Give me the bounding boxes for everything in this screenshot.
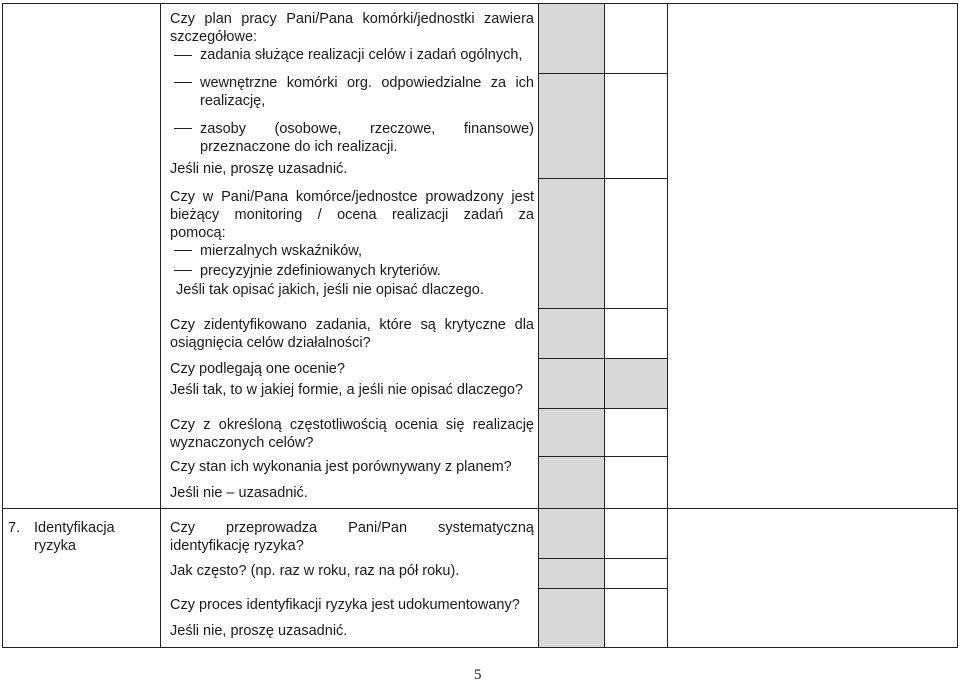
- question-text: Czy podlegają one ocenie?: [170, 361, 345, 377]
- dash-bullet: [174, 128, 192, 129]
- row-divider: [538, 358, 668, 359]
- question-text: szczegółowe:: [170, 29, 258, 45]
- shaded-cell: [539, 588, 604, 648]
- list-item: precyzyjnie zdefiniowanych kryteriów.: [200, 263, 441, 279]
- section-label: ryzyka: [34, 538, 76, 554]
- question-note: Jeśli nie, proszę uzasadnić.: [170, 623, 348, 639]
- question-text: pomocą:: [170, 225, 226, 241]
- row-divider: [538, 73, 668, 74]
- table-border: [538, 3, 539, 648]
- section-label: Identyfikacja: [34, 520, 115, 536]
- question-note: Jeśli nie, proszę uzasadnić.: [170, 161, 348, 177]
- table-border: [604, 3, 605, 648]
- row-divider: [538, 456, 668, 457]
- dash-bullet: [174, 250, 192, 251]
- shaded-cell: [539, 456, 604, 508]
- question-text: Czy proces identyfikacji ryzyka jest udokumentowany?: [170, 597, 520, 613]
- question-text: wyznaczonych celów?: [170, 435, 314, 451]
- shaded-cell: [539, 358, 667, 408]
- shaded-cell: [539, 508, 604, 558]
- question-text: Czy w Pani/Pana komórce/jednostce prowadzony jest: [170, 189, 534, 205]
- section-number: 7.: [8, 520, 21, 536]
- list-item: zadania służące realizacji celów i zadań ogólnych,: [200, 47, 523, 63]
- dash-bullet: [174, 270, 192, 271]
- question-text: Jak często? (np. raz w roku, raz na pół roku).: [170, 563, 460, 579]
- table-border: [160, 3, 161, 648]
- row-divider: [538, 308, 668, 309]
- list-item: mierzalnych wskaźników,: [200, 243, 362, 259]
- question-text: Czy zidentyfikowano zadania, które są krytyczne dla: [170, 317, 534, 333]
- section-divider: [2, 508, 958, 509]
- question-text: identyfikację ryzyka?: [170, 538, 304, 554]
- row-divider: [538, 408, 668, 409]
- question-text: Czy stan ich wykonania jest porównywany z planem?: [170, 459, 512, 475]
- page-number: 5: [474, 667, 482, 683]
- list-item: zasoby (osobowe, rzeczowe, finansowe): [200, 121, 534, 137]
- question-text: Jeśli tak, to w jakiej formie, a jeśli nie opisać dlaczego?: [170, 382, 523, 398]
- shaded-cell: [539, 308, 604, 358]
- row-divider: [538, 588, 668, 589]
- question-text: Czy z określoną częstotliwością ocenia się realizację: [170, 417, 534, 433]
- list-item: realizację,: [200, 93, 266, 109]
- row-divider: [538, 178, 668, 179]
- question-text: Czy przeprowadza Pani/Pan systematyczną: [170, 520, 534, 536]
- dash-bullet: [174, 82, 192, 83]
- question-text: bieżący monitoring / ocena realizacji zadań za: [170, 207, 534, 223]
- question-text: osiągnięcia celów działalności?: [170, 335, 371, 351]
- row-divider: [538, 558, 668, 559]
- question-text: Czy plan pracy Pani/Pana komórki/jednostki zawiera: [170, 11, 534, 27]
- question-note: Jeśli nie – uzasadnić.: [170, 485, 308, 501]
- shaded-cell: [539, 178, 604, 308]
- question-note: Jeśli tak opisać jakich, jeśli nie opisać dlaczego.: [176, 282, 484, 298]
- table-border: [2, 3, 3, 648]
- table-border: [2, 647, 958, 648]
- shaded-cell: [539, 73, 604, 178]
- list-item: przeznaczone do ich realizacji.: [200, 139, 398, 155]
- dash-bullet: [174, 55, 192, 56]
- shaded-cell: [539, 3, 604, 73]
- table-border: [957, 3, 958, 648]
- list-item: wewnętrzne komórki org. odpowiedzialne za ich: [200, 75, 534, 91]
- table-border: [667, 3, 668, 648]
- table-border: [2, 3, 958, 4]
- shaded-cell: [539, 408, 604, 456]
- shaded-cell: [539, 558, 604, 588]
